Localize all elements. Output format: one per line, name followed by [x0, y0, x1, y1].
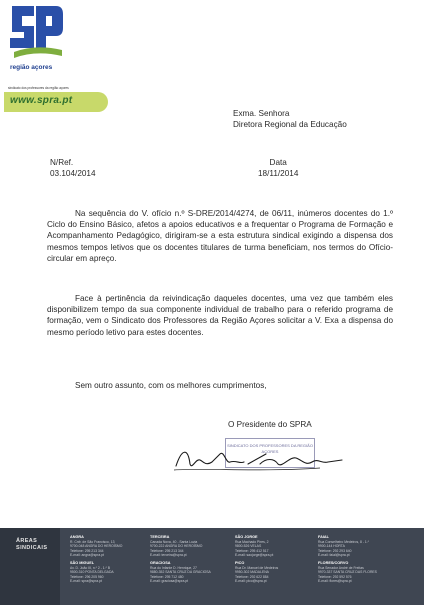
footer: [0, 528, 424, 605]
footer-contact-name: FAIAL: [318, 535, 329, 539]
footer-contact-line: Telefone: 295 712 480: [150, 574, 184, 579]
date-block: [258, 157, 298, 179]
footer-contact-name: GRACIOSA: [150, 560, 171, 565]
handwritten-signature-icon: [170, 440, 350, 476]
footer-contact-line: Rua Machado Pires, 2: [235, 539, 269, 544]
footer-contact-line: R. Cnfr. de São Francisco, 13: [70, 539, 115, 544]
footer-column: [318, 535, 377, 587]
signatory-role: O Presidente do SPRA: [228, 420, 312, 429]
footer-contact-line: E-mail: terceira@spra.pt: [150, 553, 187, 558]
footer-contact-line: 9700-048 ANGRA DO HEROÍSMO: [70, 544, 123, 549]
body-paragraph-2: Face à pertinência da reivindicação daqueles docentes, uma vez que também eles disponibilizem tempo da sua componente individual de trabalho para o referido programa de formação, vem o Sindicato dos Professores da Região Açores solicitar a V. Exa a dispensa do mesmo período letivo para estes docentes.: [47, 294, 393, 337]
footer-contact-block: [318, 561, 377, 584]
footer-contact-line: Rua Senador André de Freitas: [318, 565, 364, 570]
footer-contact-line: Telefone: 296 205 960: [70, 574, 104, 579]
logo-tagline: sindicato dos professores da região açores: [8, 86, 69, 90]
recipient-block: [233, 108, 347, 130]
footer-contact-line: Av. D. João III, n.º 2 - 1.º B: [70, 565, 111, 570]
logo-region-label: região açores: [10, 64, 53, 71]
footer-contact-line: E-mail: graciosa@spra.pt: [150, 579, 189, 584]
reference-block: [50, 157, 96, 179]
footer-contact-line: Telefone: 295 213 344: [150, 548, 184, 553]
official-stamp: SINDICATO DOS PROFESSORES DA REGIÃO AÇORES: [225, 438, 315, 468]
footer-contact-line: 9900-144 HORTA: [318, 544, 345, 549]
recipient-title: Diretora Regional da Educação: [233, 120, 347, 130]
footer-contact-line: Telefone: 292 622 884: [235, 574, 269, 579]
footer-contact-name: ANGRA: [70, 535, 84, 539]
reference-label: N/Ref.: [50, 158, 74, 167]
footer-contact-line: 9880-352 SANTA CRUZ DA GRACIOSA: [150, 570, 211, 575]
spra-logo-mark-icon: [6, 4, 64, 60]
footer-contact-line: E-mail: faial@spra.pt: [318, 553, 350, 558]
footer-column: [150, 535, 211, 587]
footer-contact-block: [235, 561, 278, 584]
footer-contact-block: [70, 561, 122, 584]
footer-contact-line: E-mail: spra@spra.pt: [70, 579, 102, 584]
date-label: Data: [269, 158, 287, 167]
footer-contact-line: Canada Nova, 40 - Santa Luzia: [150, 539, 198, 544]
footer-contact-line: 9950-302 MADALENA: [235, 570, 269, 575]
footer-title-line-2: SINDICAIS: [16, 545, 48, 551]
footer-contact-line: Rua Conselheiro Medeiros, 8 - 1.º: [318, 539, 369, 544]
footer-contact-line: 9500-310 PONTA DELGADA: [70, 570, 114, 575]
footer-contact-name: PICO: [235, 560, 245, 565]
footer-contact-block: [150, 535, 211, 558]
footer-title-line-1: ÁREAS: [16, 538, 38, 544]
footer-contact-line: E-mail: flores@spra.pt: [318, 579, 352, 584]
footer-contact-line: E-mail: saojorge@spra.pt: [235, 553, 274, 558]
footer-contact-block: [150, 561, 211, 584]
footer-contact-name: SÃO JORGE: [235, 535, 258, 539]
footer-contact-line: Telefone: 292 592 576: [318, 574, 352, 579]
footer-contact-line: Rua Dr. Manuel de Medeiros: [235, 565, 279, 570]
footer-contact-line: Telefone: 295 213 344: [70, 548, 104, 553]
logo-website-bar: [4, 92, 108, 112]
footer-contact-name: FLORES/CORVO: [318, 560, 349, 565]
footer-contact-line: 9700-222 ANGRA DO HEROÍSMO: [150, 544, 203, 549]
footer-contact-name: TERCEIRA: [150, 535, 170, 539]
footer-column: [235, 535, 278, 587]
footer-contact-block: [318, 535, 377, 558]
date-value: 18/11/2014: [258, 169, 299, 179]
reference-value: 03.104/2014: [50, 169, 96, 179]
footer-title: [16, 538, 47, 552]
footer-contact-block: [70, 535, 122, 558]
spra-logo: [4, 4, 116, 114]
footer-contact-line: 9800-526 VELAS: [235, 544, 262, 549]
closing-line: Sem outro assunto, com os melhores cumprimentos,: [75, 381, 267, 390]
footer-contact-line: Rua do Infante D. Henrique, 27: [150, 565, 197, 570]
footer-contact-line: E-mail: angra@spra.pt: [70, 553, 104, 558]
footer-contact-line: Telefone: 295 412 517: [235, 548, 269, 553]
footer-contact-line: Telefone: 292 293 640: [318, 548, 352, 553]
footer-column: [70, 535, 122, 587]
footer-contact-name: SÃO MIGUEL: [70, 560, 95, 565]
footer-contact-line: 9970-337 SANTA CRUZ DAS FLORES: [318, 570, 377, 575]
body-paragraph-1: Na sequência do V. ofício n.º S-DRE/2014/4274, de 06/11, inúmeros docentes do 1.º Ciclo do Ensino Básico, afetos a apoios educativos e a frequentar o Programa de Formação e Acompanhamento Pedagógico, dirigiram-se a esta estrutura sindical exigindo a dispensa dos mesmos tempos letivos que os docentes titulares de turma beneficiam, nos termos do Ofício-circular em apreço.: [47, 209, 393, 263]
footer-title-panel: [0, 528, 60, 605]
footer-contact-block: [235, 535, 278, 558]
website-link[interactable]: www.spra.pt: [10, 95, 73, 106]
footer-contact-line: E-mail: pico@spra.pt: [235, 579, 267, 584]
recipient-salutation: Exma. Senhora: [233, 109, 290, 118]
